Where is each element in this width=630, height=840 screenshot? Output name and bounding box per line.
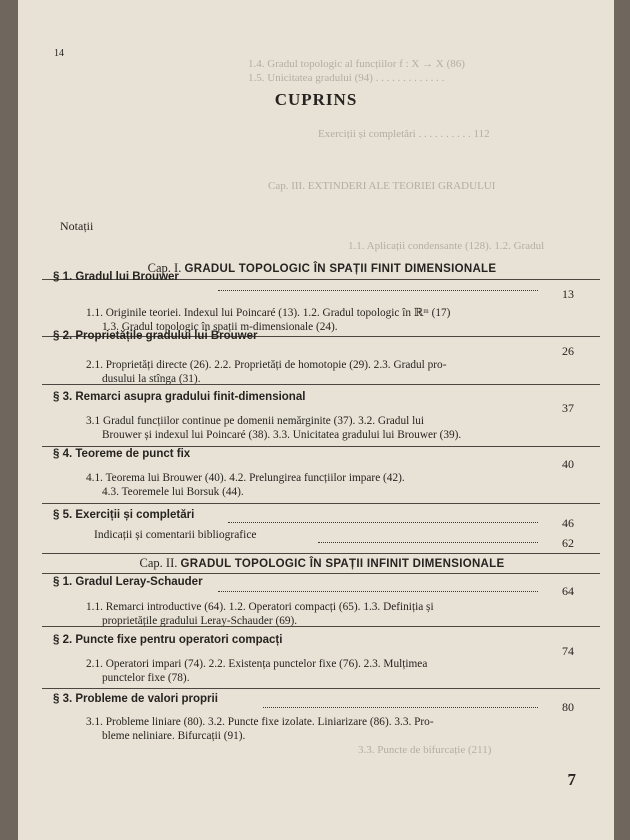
page-ref: 80 <box>562 700 574 714</box>
leader-dots <box>318 542 538 543</box>
divider <box>42 446 600 447</box>
bleed-through-text: 1.4. Gradul topologic al funcțiilor f : X → X (86) <box>248 58 465 70</box>
page-ref: 62 <box>562 536 574 550</box>
page-title: CUPRINS <box>274 90 358 109</box>
page-ref: 40 <box>562 457 574 471</box>
leader-dots <box>218 591 538 592</box>
divider <box>42 553 600 554</box>
page-ref: 46 <box>562 516 574 530</box>
toc-section: § 4. Teoreme de punct fix <box>53 448 191 460</box>
bleed-through-text: Exerciții și completări . . . . . . . . . . 112 <box>318 128 490 140</box>
divider <box>42 384 600 385</box>
bleed-through-text: Cap. III. EXTINDERI ALE TEORIEI GRADULUI <box>268 180 496 192</box>
page-ref: 64 <box>562 584 574 598</box>
divider <box>42 626 600 627</box>
chapter-label: Cap. II. <box>139 556 178 570</box>
bleed-through-text: 3.3. Puncte de bifurcație (211) <box>358 744 492 756</box>
divider <box>42 503 600 504</box>
leader-dots <box>263 707 538 708</box>
divider <box>42 573 600 574</box>
page-ref: 37 <box>562 401 574 415</box>
chapter-heading <box>42 556 602 571</box>
leader-dots <box>228 522 538 523</box>
toc-subsection: 1.1. Originile teoriei. Indexul lui Poincaré (13). 1.2. Gradul topologic în ℝᵐ (17) 1.3. Gradul topologic în spații m-dimensionale (24). <box>86 307 451 333</box>
toc-section: § 2. Puncte fixe pentru operatori compacți <box>53 634 283 646</box>
chapter-title: GRADUL TOPOLOGIC ÎN SPAȚII FINIT DIMENSIONALE <box>184 263 497 275</box>
toc-section: § 2. Proprietățile gradului lui Brouwer <box>53 330 258 342</box>
page-ref: 26 <box>562 344 574 358</box>
toc-section: § 5. Exerciții și completări <box>53 509 195 521</box>
toc-subsection: 3.1. Probleme liniare (80). 3.2. Puncte fixe izolate. Liniarizare (86). 3.3. Pro- bleme neliniare. Bifurcații (91). <box>86 716 434 742</box>
chapter-title: GRADUL TOPOLOGIC ÎN SPAȚII INFINIT DIMENSIONALE <box>180 558 505 570</box>
toc-section: § 3. Remarci asupra gradului finit-dimensional <box>53 391 306 403</box>
page-ref: 74 <box>562 644 574 658</box>
chapter-label: Cap. I. <box>147 261 182 275</box>
book-page <box>18 0 614 840</box>
toc-subsection: 2.1. Proprietăți directe (26). 2.2. Proprietăți de homotopie (29). 2.3. Gradul pro- dusului la stînga (31). <box>86 359 447 385</box>
page-ref: 13 <box>562 287 574 301</box>
toc-section: § 3. Probleme de valori proprii <box>53 693 218 705</box>
toc-section: § 1. Gradul lui Brouwer <box>53 271 179 283</box>
toc-subsection: 1.1. Remarci introductive (64). 1.2. Operatori compacți (65). 1.3. Definiția și proprietățile gradului Leray-Schauder (69). <box>86 601 434 627</box>
toc-subsection: 3.1 Gradul funcțiilor continue pe domenii nemărginite (37). 3.2. Gradul lui Brouwer și indexul lui Poincaré (38). 3.3. Unicitatea gradului lui Brouwer (39). <box>86 415 462 441</box>
notatii-entry: Notații <box>60 219 94 233</box>
bleed-through-text: 1.1. Aplicații condensante (128). 1.2. Gradul <box>348 240 545 252</box>
leader-dots <box>218 290 538 291</box>
divider <box>42 688 600 689</box>
toc-subsection: 2.1. Operatori impari (74). 2.2. Existența punctelor fixe (76). 2.3. Mulțimea punctelor fixe (78). <box>86 658 428 684</box>
toc-subsection: 4.1. Teorema lui Brouwer (40). 4.2. Prelungirea funcțiilor impare (42). 4.3. Teoremele lui Borsuk (44). <box>86 472 405 498</box>
header-mark: 14 <box>54 48 64 59</box>
bleed-through-text: 1.5. Unicitatea gradului (94) . . . . . . . . . . . . . <box>248 72 445 84</box>
toc-section: § 1. Gradul Leray-Schauder <box>53 576 203 588</box>
page-number: 7 <box>567 770 576 789</box>
toc-section: Indicații și comentarii bibliografice <box>94 529 257 541</box>
